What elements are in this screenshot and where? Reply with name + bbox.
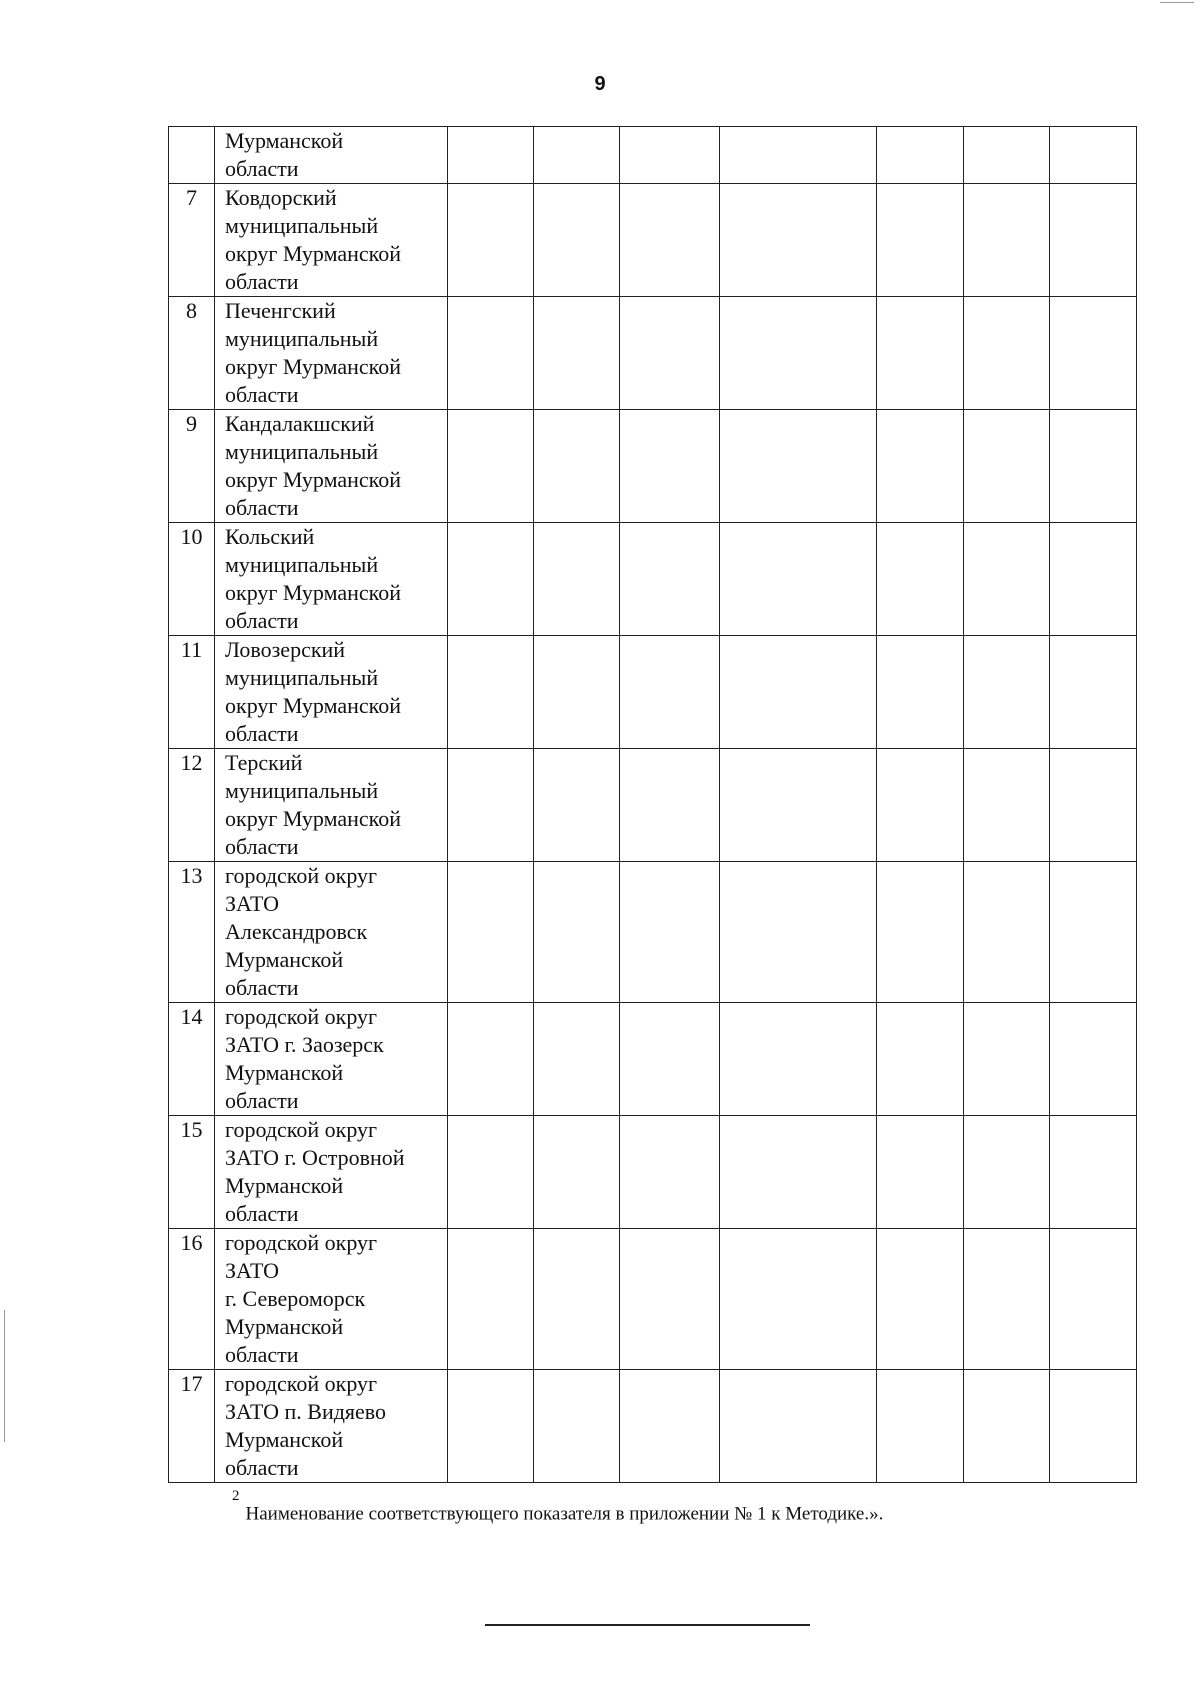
municipality-name-line: городской округ	[225, 1371, 378, 1396]
empty-cell	[1050, 1003, 1137, 1116]
empty-cell	[877, 1003, 964, 1116]
municipality-name-line: области	[225, 269, 299, 294]
table-row	[169, 184, 1137, 297]
municipality-name-line: муниципальный	[225, 439, 379, 464]
margin-mark	[4, 1310, 5, 1442]
municipality-name-line: Мурманской	[225, 128, 344, 153]
empty-cell	[877, 127, 964, 184]
empty-cell	[448, 1116, 534, 1229]
municipality-name-line: городской округ	[225, 863, 378, 888]
municipality-name-line: Печенгский	[225, 298, 336, 323]
empty-cell	[534, 1229, 620, 1370]
municipality-name-line: области	[225, 382, 299, 407]
municipality-name-line: области	[225, 721, 299, 746]
municipality-name	[215, 523, 448, 636]
municipality-name-line: Ковдорский	[225, 185, 337, 210]
municipality-name-line: области	[225, 1455, 299, 1480]
empty-cell	[964, 410, 1050, 523]
municipality-name-line: округ Мурманской	[225, 806, 402, 831]
table-row	[169, 862, 1137, 1003]
municipality-name-line: городской округ	[225, 1004, 378, 1029]
empty-cell	[620, 127, 720, 184]
empty-cell	[720, 297, 877, 410]
empty-cell	[964, 636, 1050, 749]
empty-cell	[877, 184, 964, 297]
municipality-name	[215, 636, 448, 749]
empty-cell	[620, 410, 720, 523]
empty-cell	[1050, 1229, 1137, 1370]
municipality-name-line: области	[225, 1342, 299, 1367]
table-row	[169, 410, 1137, 523]
row-number	[169, 127, 215, 184]
empty-cell	[877, 862, 964, 1003]
municipality-name-line: муниципальный	[225, 326, 379, 351]
empty-cell	[534, 127, 620, 184]
empty-cell	[1050, 127, 1137, 184]
empty-cell	[1050, 297, 1137, 410]
municipality-name	[215, 184, 448, 297]
municipality-name	[215, 749, 448, 862]
empty-cell	[877, 1116, 964, 1229]
empty-cell	[448, 1370, 534, 1483]
empty-cell	[1050, 1370, 1137, 1483]
municipality-name-line: округ Мурманской	[225, 354, 402, 379]
empty-cell	[964, 1370, 1050, 1483]
municipality-name	[215, 1229, 448, 1370]
empty-cell	[448, 184, 534, 297]
empty-cell	[720, 862, 877, 1003]
municipality-name-line: области	[225, 156, 299, 181]
empty-cell	[534, 1003, 620, 1116]
empty-cell	[964, 297, 1050, 410]
empty-cell	[620, 749, 720, 862]
empty-cell	[720, 1003, 877, 1116]
table-row	[169, 523, 1137, 636]
municipality-name	[215, 410, 448, 523]
footnote-text: Наименование соответствующего показателя в приложении № 1 к Методике.».	[245, 1503, 884, 1525]
empty-cell	[964, 1003, 1050, 1116]
empty-cell	[534, 1116, 620, 1229]
empty-cell	[720, 410, 877, 523]
municipality-name-line: Мурманской	[225, 1060, 344, 1085]
empty-cell	[877, 1229, 964, 1370]
table-row	[169, 1116, 1137, 1229]
empty-cell	[720, 184, 877, 297]
municipality-name-line: Мурманской	[225, 1314, 344, 1339]
municipality-name-line: области	[225, 834, 299, 859]
empty-cell	[1050, 862, 1137, 1003]
empty-cell	[448, 297, 534, 410]
municipality-name-line: области	[225, 495, 299, 520]
empty-cell	[534, 410, 620, 523]
municipality-name-line: ЗАТО	[225, 891, 280, 916]
municipality-name-line: Александровск	[225, 919, 368, 944]
empty-cell	[620, 523, 720, 636]
empty-cell	[1050, 184, 1137, 297]
table-row	[169, 749, 1137, 862]
municipality-name-line: округ Мурманской	[225, 241, 402, 266]
empty-cell	[720, 1116, 877, 1229]
empty-cell	[534, 636, 620, 749]
empty-cell	[448, 636, 534, 749]
empty-cell	[620, 636, 720, 749]
row-number: 8	[169, 297, 215, 410]
table-row	[169, 636, 1137, 749]
empty-cell	[1050, 749, 1137, 862]
empty-cell	[964, 127, 1050, 184]
empty-cell	[720, 523, 877, 636]
empty-cell	[534, 184, 620, 297]
table-row	[169, 1229, 1137, 1370]
page-number: 9	[594, 73, 606, 95]
municipality-name-line: области	[225, 1201, 299, 1226]
row-number: 14	[169, 1003, 215, 1116]
municipality-name-line: Ловозерский	[225, 637, 346, 662]
municipality-name-line: ЗАТО п. Видяево	[225, 1399, 387, 1424]
municipality-name-line: Кандалакшский	[225, 411, 375, 436]
municipality-name-line: области	[225, 1088, 299, 1113]
municipality-name-line: муниципальный	[225, 213, 379, 238]
row-number: 11	[169, 636, 215, 749]
empty-cell	[534, 1370, 620, 1483]
municipality-name	[215, 127, 448, 184]
empty-cell	[620, 1370, 720, 1483]
empty-cell	[964, 749, 1050, 862]
row-number: 15	[169, 1116, 215, 1229]
corner-mark	[1160, 2, 1194, 3]
empty-cell	[1050, 410, 1137, 523]
municipality-name-line: муниципальный	[225, 778, 379, 803]
row-number: 17	[169, 1370, 215, 1483]
empty-cell	[1050, 636, 1137, 749]
empty-cell	[964, 1229, 1050, 1370]
municipality-name-line: Мурманской	[225, 1427, 344, 1452]
empty-cell	[448, 1229, 534, 1370]
municipality-name-line: округ Мурманской	[225, 693, 402, 718]
empty-cell	[720, 749, 877, 862]
empty-cell	[964, 184, 1050, 297]
municipality-name	[215, 1116, 448, 1229]
municipality-name	[215, 297, 448, 410]
empty-cell	[534, 749, 620, 862]
municipality-name-line: ЗАТО	[225, 1258, 280, 1283]
municipality-name	[215, 1370, 448, 1483]
empty-cell	[620, 1003, 720, 1116]
empty-cell	[877, 1370, 964, 1483]
empty-cell	[448, 523, 534, 636]
empty-cell	[534, 862, 620, 1003]
municipality-name	[215, 1003, 448, 1116]
footnote	[232, 1488, 884, 1525]
empty-cell	[964, 862, 1050, 1003]
municipality-name-line: муниципальный	[225, 665, 379, 690]
municipality-name-line: ЗАТО г. Островной	[225, 1145, 405, 1170]
empty-cell	[534, 523, 620, 636]
municipality-name-line: Терский	[225, 750, 303, 775]
municipality-name-line: Кольский	[225, 524, 315, 549]
empty-cell	[620, 862, 720, 1003]
empty-cell	[877, 636, 964, 749]
empty-cell	[448, 862, 534, 1003]
empty-cell	[1050, 1116, 1137, 1229]
empty-cell	[720, 127, 877, 184]
empty-cell	[877, 410, 964, 523]
row-number: 13	[169, 862, 215, 1003]
municipality-name-line: Мурманской	[225, 1173, 344, 1198]
empty-cell	[448, 410, 534, 523]
municipality-name-line: области	[225, 608, 299, 633]
table-row	[169, 127, 1137, 184]
empty-cell	[448, 1003, 534, 1116]
row-number: 10	[169, 523, 215, 636]
table-row	[169, 297, 1137, 410]
empty-cell	[720, 636, 877, 749]
municipality-name-line: области	[225, 975, 299, 1000]
table-body	[169, 127, 1137, 1483]
empty-cell	[1050, 523, 1137, 636]
row-number: 16	[169, 1229, 215, 1370]
empty-cell	[877, 297, 964, 410]
municipality-name-line: городской округ	[225, 1230, 378, 1255]
empty-cell	[620, 184, 720, 297]
empty-cell	[620, 1116, 720, 1229]
empty-cell	[964, 1116, 1050, 1229]
municipality-name-line: ЗАТО г. Заозерск	[225, 1032, 384, 1057]
municipality-name-line: г. Североморск	[225, 1286, 366, 1311]
municipalities-table	[168, 126, 1137, 1483]
empty-cell	[877, 749, 964, 862]
row-number: 7	[169, 184, 215, 297]
empty-cell	[620, 297, 720, 410]
municipality-name-line: округ Мурманской	[225, 580, 402, 605]
municipality-name-line: округ Мурманской	[225, 467, 402, 492]
empty-cell	[448, 749, 534, 862]
table-row	[169, 1370, 1137, 1483]
empty-cell	[534, 297, 620, 410]
row-number: 12	[169, 749, 215, 862]
empty-cell	[720, 1229, 877, 1370]
municipality-name-line: муниципальный	[225, 552, 379, 577]
empty-cell	[877, 523, 964, 636]
empty-cell	[620, 1229, 720, 1370]
municipality-name-line: Мурманской	[225, 947, 344, 972]
empty-cell	[448, 127, 534, 184]
empty-cell	[964, 523, 1050, 636]
row-number: 9	[169, 410, 215, 523]
bottom-rule	[485, 1624, 810, 1626]
table-row	[169, 1003, 1137, 1116]
municipality-name	[215, 862, 448, 1003]
footnote-marker: 2	[232, 1488, 240, 1504]
municipality-name-line: городской округ	[225, 1117, 378, 1142]
empty-cell	[720, 1370, 877, 1483]
